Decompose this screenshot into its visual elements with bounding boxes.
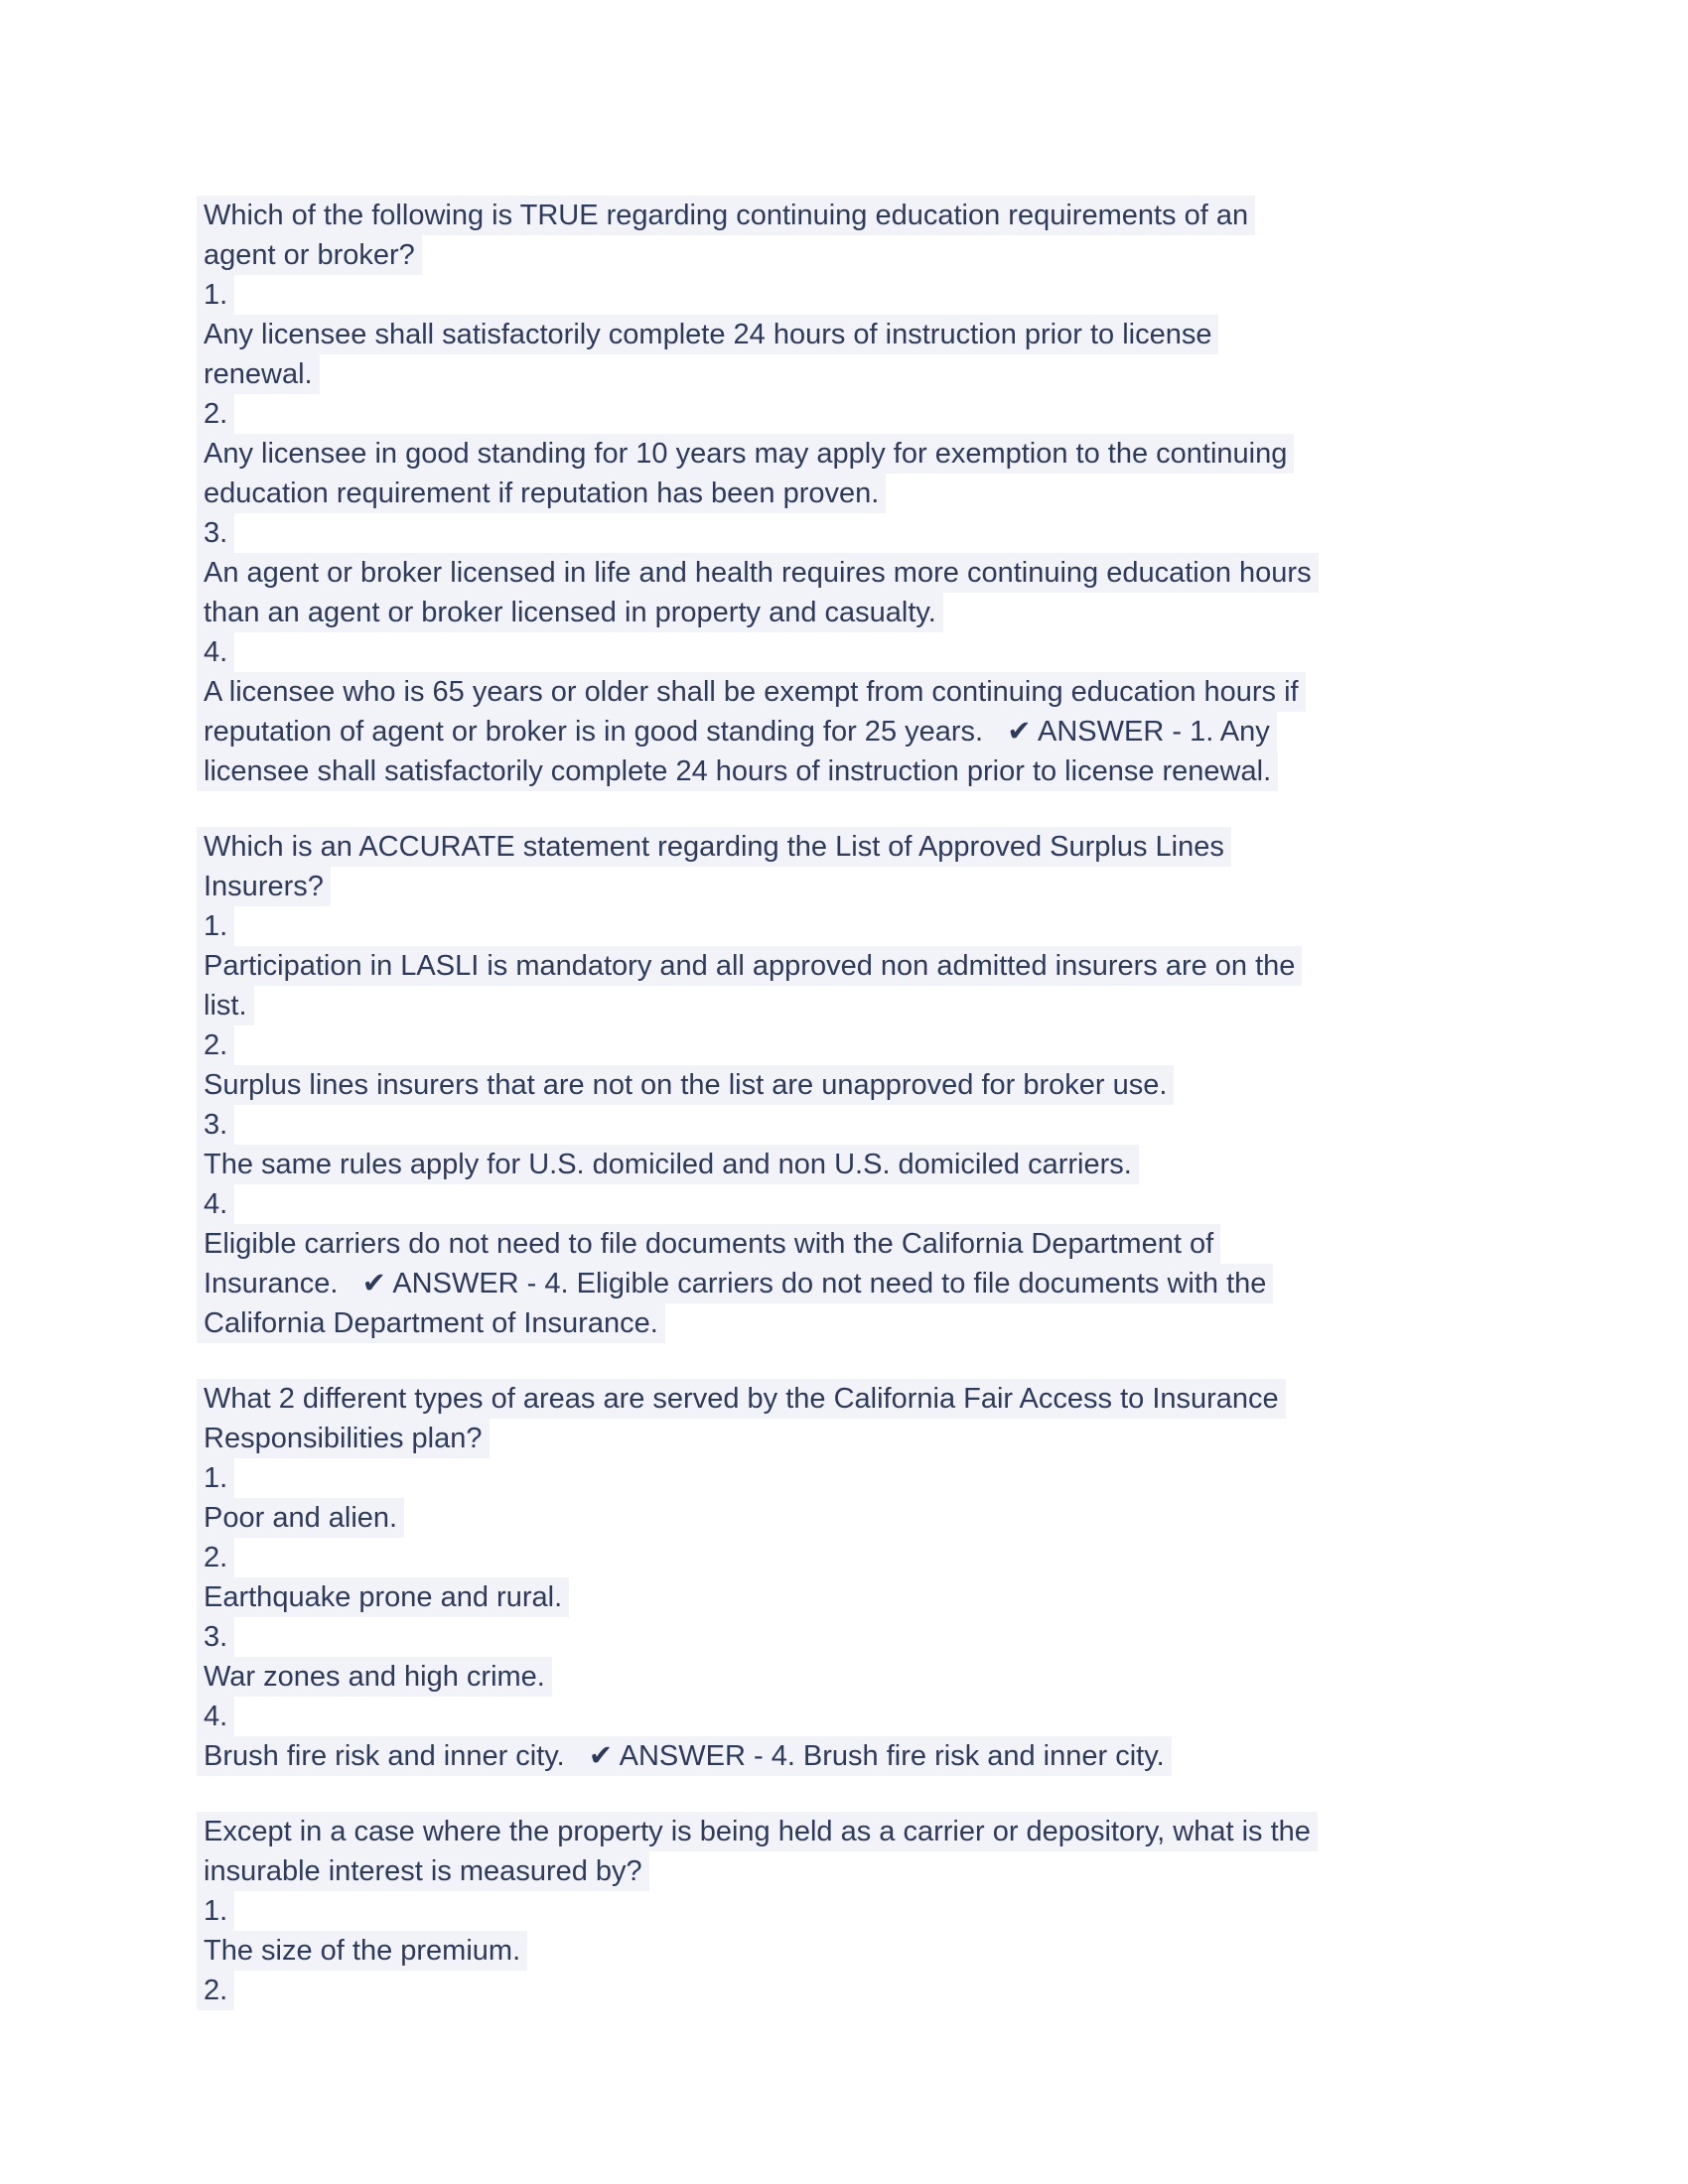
highlighted-text: licensee shall satisfactorily complete 24 hours of instruction prior to license renewal. [197,751,1278,791]
highlighted-text: Earthquake prone and rural. [197,1577,569,1617]
highlighted-text: 3. [197,513,234,553]
highlighted-text: The size of the premium. [197,1931,527,1971]
text-line [197,1851,1587,1891]
text-line [197,434,1587,474]
text-line [197,235,1587,275]
highlighted-text: 4. [197,632,234,672]
highlighted-text: 1. [197,1458,234,1498]
text-line [197,632,1587,672]
question-block [197,1379,1587,1776]
text-line [197,1458,1587,1498]
text-line [197,553,1587,593]
highlighted-text: Which is an ACCURATE statement regarding the List of Approved Surplus Lines [197,827,1231,867]
highlighted-text: Brush fire risk and inner city. ✔ ANSWER - 4. Brush fire risk and inner city. [197,1736,1172,1776]
document-page [197,196,1587,2010]
text-line [197,1697,1587,1736]
text-line [197,1264,1587,1303]
highlighted-text: Which of the following is TRUE regarding continuing education requirements of an [197,196,1255,235]
highlighted-text: 2. [197,394,234,434]
text-line [197,1065,1587,1105]
text-line [197,593,1587,632]
text-line [197,1498,1587,1538]
text-line [197,751,1587,791]
question-block [197,1812,1587,2010]
question-block [197,196,1587,791]
highlighted-text: 4. [197,1697,234,1736]
highlighted-text: insurable interest is measured by? [197,1851,649,1891]
highlighted-text: California Department of Insurance. [197,1303,665,1343]
text-line [197,1025,1587,1065]
text-line [197,1657,1587,1697]
highlighted-text: than an agent or broker licensed in property and casualty. [197,593,943,632]
text-line [197,1577,1587,1617]
text-line [197,1379,1587,1419]
text-line [197,867,1587,906]
highlighted-text: Any licensee in good standing for 10 years may apply for exemption to the continuing [197,434,1294,474]
text-line [197,827,1587,867]
text-line [197,394,1587,434]
highlighted-text: A licensee who is 65 years or older shall be exempt from continuing education hours if [197,672,1306,712]
text-line [197,1184,1587,1224]
highlighted-text: 3. [197,1617,234,1657]
question-block [197,827,1587,1343]
text-line [197,1538,1587,1577]
text-line [197,1617,1587,1657]
highlighted-text: Responsibilities plan? [197,1419,490,1458]
text-line [197,474,1587,513]
text-line [197,196,1587,235]
highlighted-text: 3. [197,1105,234,1145]
highlighted-text: 4. [197,1184,234,1224]
text-line [197,275,1587,315]
text-line [197,354,1587,394]
highlighted-text: Participation in LASLI is mandatory and all approved non admitted insurers are on the [197,946,1302,986]
highlighted-text: Any licensee shall satisfactorily complete 24 hours of instruction prior to license [197,315,1218,354]
highlighted-text: 1. [197,275,234,315]
highlighted-text: The same rules apply for U.S. domiciled and non U.S. domiciled carriers. [197,1145,1139,1184]
text-line [197,672,1587,712]
highlighted-text: 1. [197,906,234,946]
text-line [197,315,1587,354]
highlighted-text: renewal. [197,354,320,394]
text-line [197,986,1587,1025]
highlighted-text: Surplus lines insurers that are not on the list are unapproved for broker use. [197,1065,1174,1105]
highlighted-text: Poor and alien. [197,1498,404,1538]
highlighted-text: reputation of agent or broker is in good standing for 25 years. ✔ ANSWER - 1. Any [197,712,1277,751]
highlighted-text: Insurance. ✔ ANSWER - 4. Eligible carriers do not need to file documents with the [197,1264,1273,1303]
text-line [197,906,1587,946]
highlighted-text: list. [197,986,254,1025]
text-line [197,1971,1587,2010]
text-line [197,1303,1587,1343]
highlighted-text: 1. [197,1891,234,1931]
text-line [197,1145,1587,1184]
highlighted-text: What 2 different types of areas are served by the California Fair Access to Insurance [197,1379,1286,1419]
highlighted-text: Eligible carriers do not need to file documents with the California Department of [197,1224,1220,1264]
text-line [197,513,1587,553]
highlighted-text: 2. [197,1025,234,1065]
highlighted-text: Except in a case where the property is being held as a carrier or depository, what is the [197,1812,1318,1851]
text-line [197,1931,1587,1971]
highlighted-text: agent or broker? [197,235,422,275]
highlighted-text: War zones and high crime. [197,1657,552,1697]
highlighted-text: Insurers? [197,867,331,906]
text-line [197,1812,1587,1851]
highlighted-text: An agent or broker licensed in life and health requires more continuing education hours [197,553,1319,593]
text-line [197,1224,1587,1264]
text-line [197,1105,1587,1145]
highlighted-text: 2. [197,1971,234,2010]
text-line [197,1419,1587,1458]
text-line [197,1891,1587,1931]
text-line [197,946,1587,986]
text-line [197,712,1587,751]
highlighted-text: education requirement if reputation has been proven. [197,474,886,513]
highlighted-text: 2. [197,1538,234,1577]
text-line [197,1736,1587,1776]
